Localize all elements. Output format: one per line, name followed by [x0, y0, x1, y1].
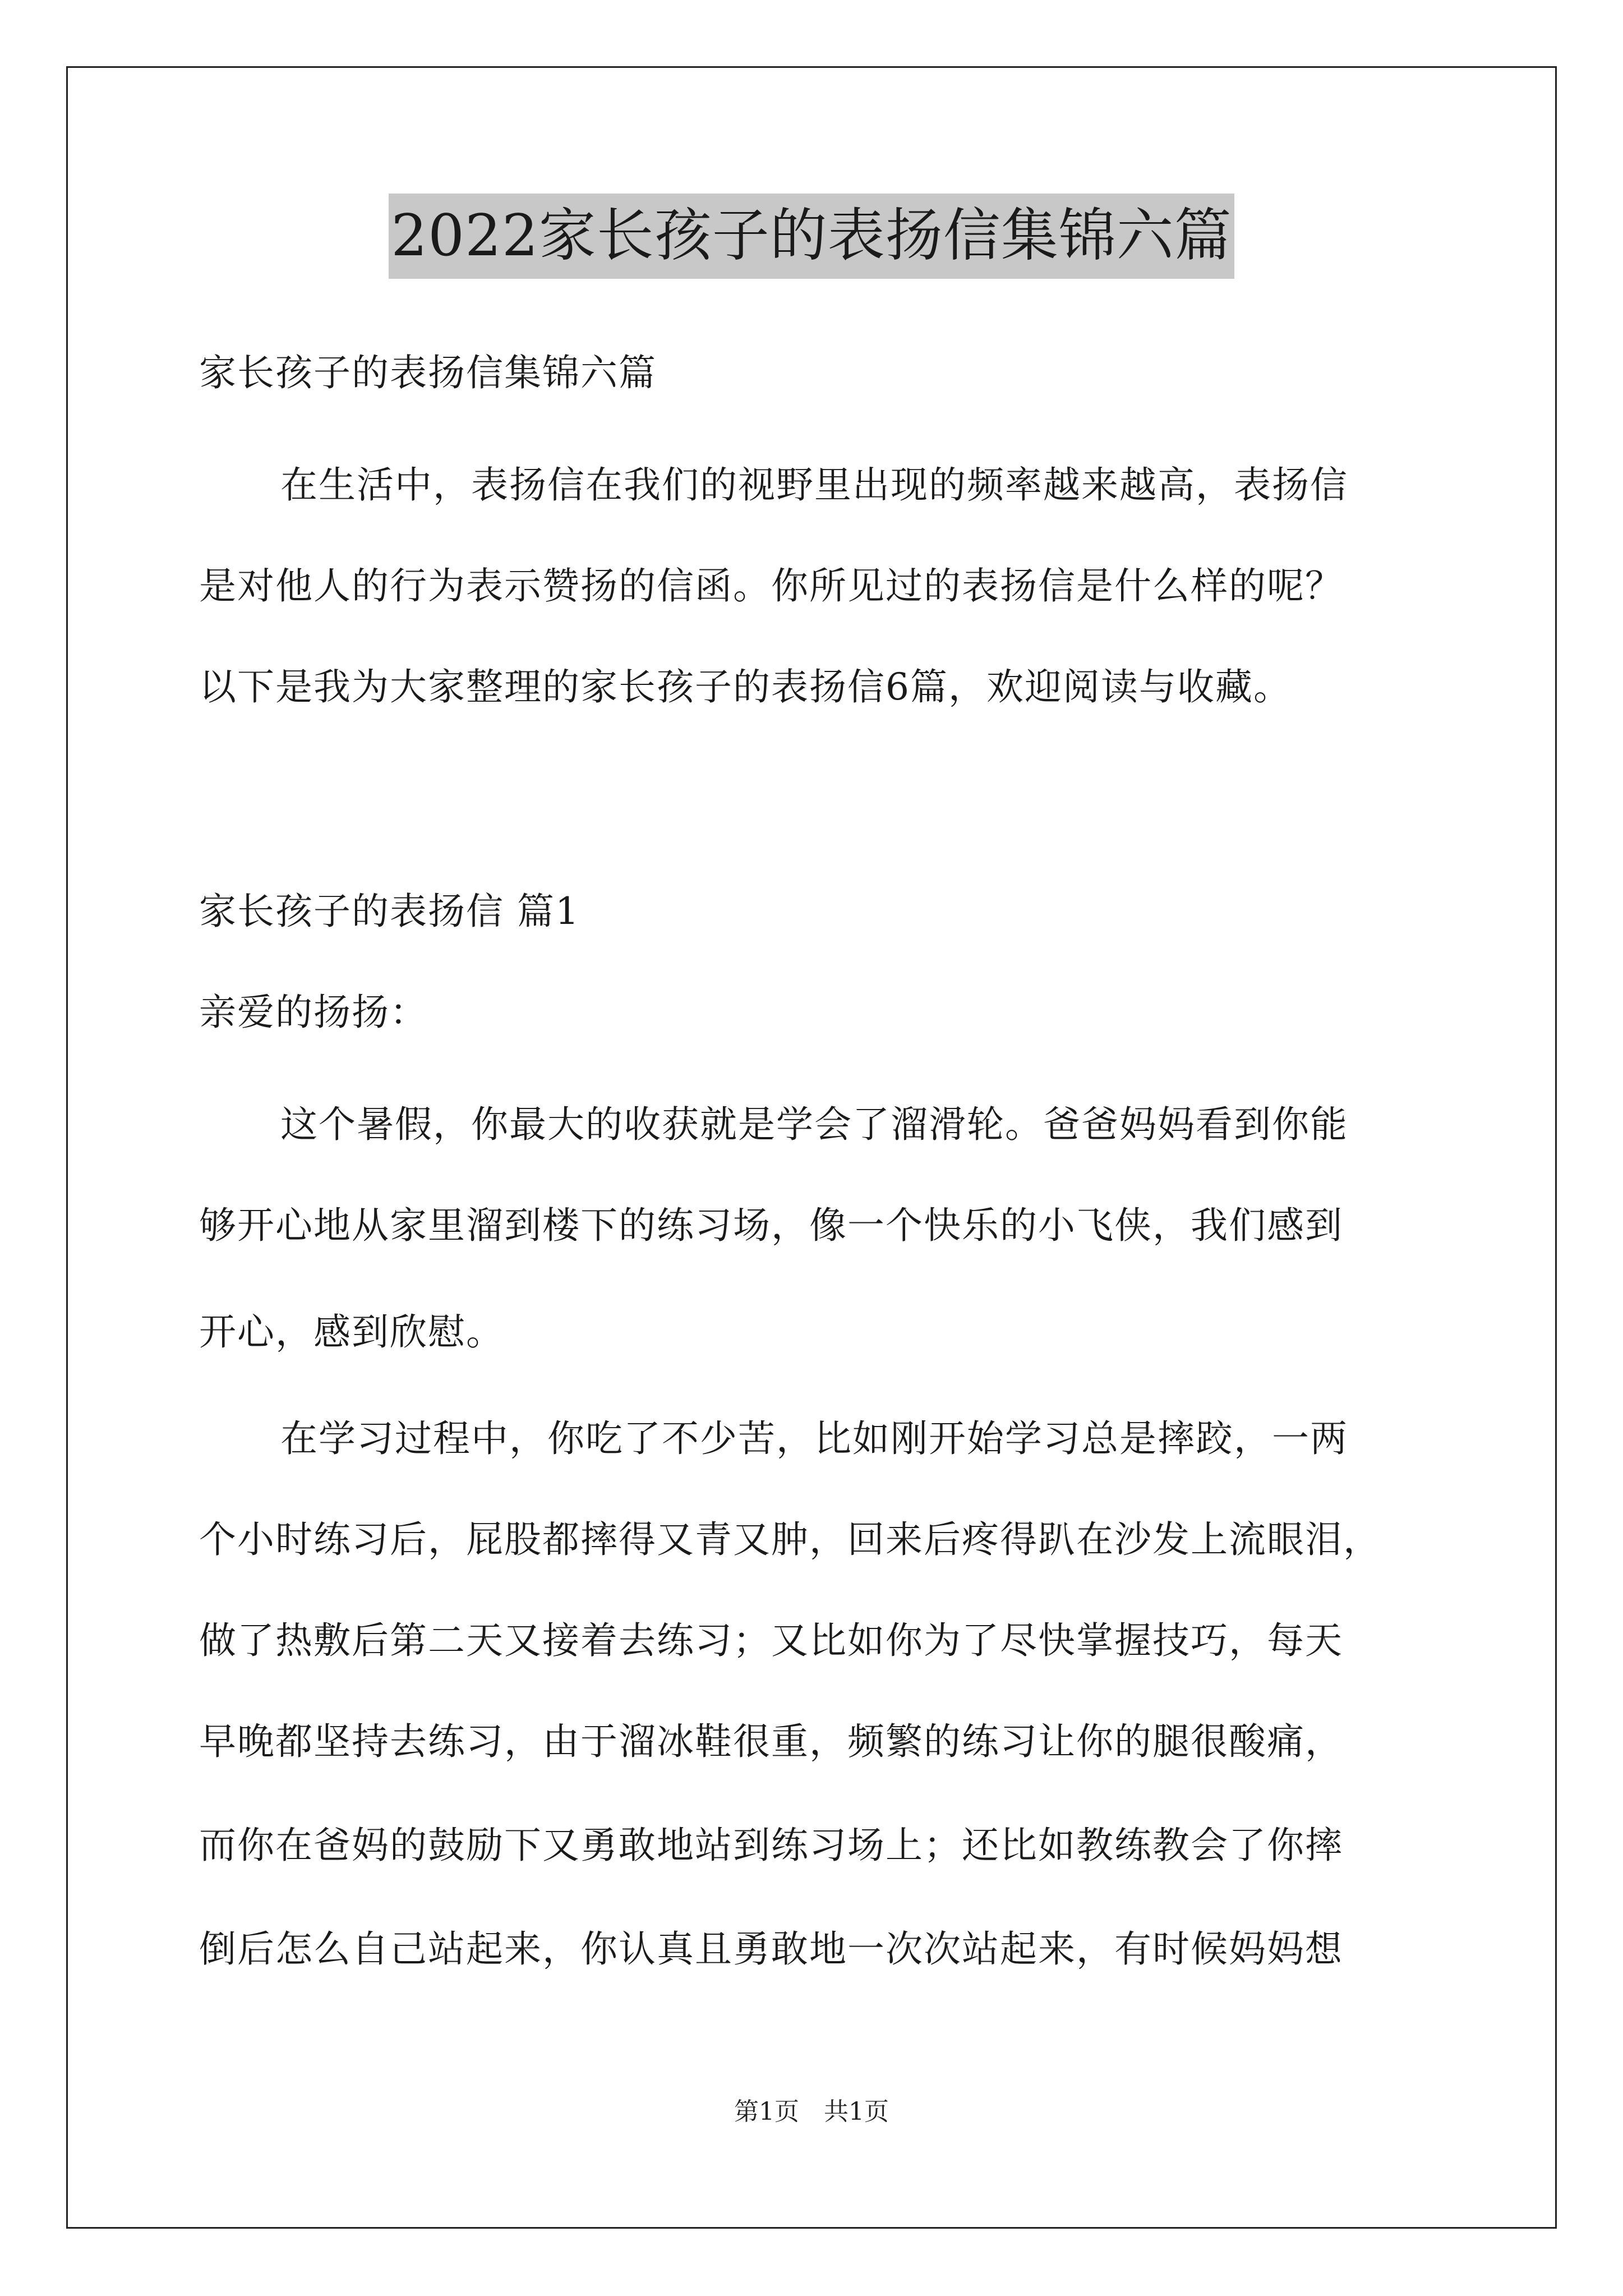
subtitle-line: 家长孩子的表扬信集锦六篇 — [199, 351, 657, 394]
paragraph-line: 而你在爸妈的鼓励下又勇敢地站到练习场上；还比如教练教会了你摔 — [199, 1824, 1343, 1867]
paragraph-line: 做了热敷后第二天又接着去练习；又比如你为了尽快掌握技巧，每天 — [199, 1619, 1343, 1662]
document-title: 2022家长孩子的表扬信集锦六篇 — [389, 194, 1234, 279]
paragraph-line: 在学习过程中，你吃了不少苦，比如刚开始学习总是摔跤，一两 — [280, 1417, 1348, 1460]
paragraph-line: 个小时练习后，屁股都摔得又青又肿，回来后疼得趴在沙发上流眼泪， — [199, 1518, 1381, 1561]
paragraph-line: 这个暑假，你最大的收获就是学会了溜滑轮。爸爸妈妈看到你能 — [280, 1103, 1348, 1146]
page-footer: 第1页 共1页 — [734, 2097, 889, 2126]
section-heading: 家长孩子的表扬信 篇1 — [199, 890, 580, 933]
paragraph-line: 在生活中，表扬信在我们的视野里出现的频率越来越高，表扬信 — [280, 463, 1348, 507]
salutation-line: 亲爱的扬扬： — [199, 991, 428, 1034]
paragraph-line: 是对他人的行为表示赞扬的信函。你所见过的表扬信是什么样的呢？ — [199, 564, 1343, 608]
paragraph-line: 够开心地从家里溜到楼下的练习场，像一个快乐的小飞侠，我们感到 — [199, 1204, 1343, 1247]
paragraph-line: 早晚都坚持去练习，由于溜冰鞋很重，频繁的练习让你的腿很酸痛， — [199, 1720, 1343, 1763]
paragraph-line: 开心，感到欣慰。 — [199, 1310, 504, 1354]
title-container — [0, 194, 1623, 279]
paragraph-line: 倒后怎么自己站起来，你认真且勇敢地一次次站起来，有时候妈妈想 — [199, 1927, 1343, 1971]
paragraph-line: 以下是我为大家整理的家长孩子的表扬信6篇，欢迎阅读与收藏。 — [199, 665, 1292, 708]
